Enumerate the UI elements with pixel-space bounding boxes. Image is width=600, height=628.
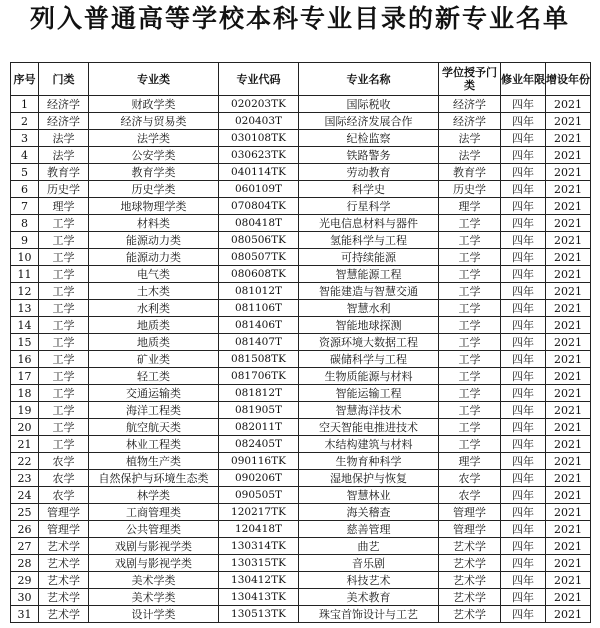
cell-degree: 工学	[439, 419, 501, 436]
table-row	[11, 249, 591, 266]
cell-years: 四年	[501, 266, 546, 283]
cell-year-added: 2021	[546, 334, 591, 351]
cell-code: 120217TK	[219, 504, 299, 521]
page-title: 列入普通高等学校本科专业目录的新专业名单	[29, 4, 570, 33]
cell-major-class: 戏剧与影视学类	[89, 555, 219, 572]
cell-name: 智慧水利	[299, 300, 439, 317]
cell-degree: 经济学	[439, 96, 501, 113]
cell-degree: 工学	[439, 266, 501, 283]
table-row	[11, 266, 591, 283]
cell-seq: 5	[11, 164, 39, 181]
cell-code: 130315TK	[219, 555, 299, 572]
cell-category: 管理学	[39, 521, 89, 538]
table-row	[11, 351, 591, 368]
cell-degree: 工学	[439, 368, 501, 385]
cell-year-added: 2021	[546, 351, 591, 368]
cell-major-class: 海洋工程类	[89, 402, 219, 419]
cell-seq: 16	[11, 351, 39, 368]
cell-major-class: 交通运输类	[89, 385, 219, 402]
cell-seq: 26	[11, 521, 39, 538]
table-row	[11, 113, 591, 130]
cell-years: 四年	[501, 504, 546, 521]
cell-degree: 农学	[439, 487, 501, 504]
cell-seq: 4	[11, 147, 39, 164]
cell-years: 四年	[501, 181, 546, 198]
cell-code: 070804TK	[219, 198, 299, 215]
cell-code: 081106T	[219, 300, 299, 317]
table-row	[11, 181, 591, 198]
cell-year-added: 2021	[546, 300, 591, 317]
cell-category: 农学	[39, 487, 89, 504]
cell-major-class: 美术学类	[89, 572, 219, 589]
cell-category: 工学	[39, 249, 89, 266]
cell-category: 工学	[39, 283, 89, 300]
cell-code: 020403T	[219, 113, 299, 130]
cell-category: 工学	[39, 419, 89, 436]
cell-major-class: 工商管理类	[89, 504, 219, 521]
cell-name: 木结构建筑与材料	[299, 436, 439, 453]
cell-code: 090116TK	[219, 453, 299, 470]
cell-years: 四年	[501, 487, 546, 504]
cell-name: 纪检监察	[299, 130, 439, 147]
cell-major-class: 设计学类	[89, 606, 219, 623]
header-years: 修业年限	[501, 63, 546, 96]
cell-degree: 经济学	[439, 113, 501, 130]
cell-year-added: 2021	[546, 487, 591, 504]
cell-year-added: 2021	[546, 368, 591, 385]
cell-seq: 17	[11, 368, 39, 385]
cell-major-class: 材料类	[89, 215, 219, 232]
cell-code: 130314TK	[219, 538, 299, 555]
cell-years: 四年	[501, 147, 546, 164]
cell-year-added: 2021	[546, 419, 591, 436]
cell-name: 珠宝首饰设计与工艺	[299, 606, 439, 623]
cell-code: 080506TK	[219, 232, 299, 249]
cell-category: 工学	[39, 368, 89, 385]
cell-year-added: 2021	[546, 249, 591, 266]
cell-years: 四年	[501, 521, 546, 538]
table-row	[11, 368, 591, 385]
cell-code: 081406T	[219, 317, 299, 334]
cell-degree: 工学	[439, 283, 501, 300]
table-row	[11, 334, 591, 351]
cell-code: 081812T	[219, 385, 299, 402]
cell-name: 智慧能源工程	[299, 266, 439, 283]
cell-major-class: 戏剧与影视学类	[89, 538, 219, 555]
header-degree: 学位授予门类	[439, 63, 501, 96]
cell-degree: 理学	[439, 198, 501, 215]
cell-code: 080608TK	[219, 266, 299, 283]
cell-major-class: 能源动力类	[89, 249, 219, 266]
cell-seq: 12	[11, 283, 39, 300]
cell-year-added: 2021	[546, 198, 591, 215]
cell-seq: 19	[11, 402, 39, 419]
table-row	[11, 419, 591, 436]
table-row	[11, 436, 591, 453]
table-row	[11, 555, 591, 572]
table-header-row	[11, 63, 591, 96]
header-major-class: 专业类	[89, 63, 219, 96]
cell-seq: 7	[11, 198, 39, 215]
cell-years: 四年	[501, 164, 546, 181]
cell-year-added: 2021	[546, 538, 591, 555]
cell-seq: 14	[11, 317, 39, 334]
cell-years: 四年	[501, 436, 546, 453]
cell-year-added: 2021	[546, 232, 591, 249]
cell-code: 081508TK	[219, 351, 299, 368]
cell-category: 理学	[39, 198, 89, 215]
cell-seq: 6	[11, 181, 39, 198]
cell-year-added: 2021	[546, 266, 591, 283]
cell-major-class: 经济与贸易类	[89, 113, 219, 130]
cell-degree: 工学	[439, 385, 501, 402]
cell-degree: 教育学	[439, 164, 501, 181]
cell-seq: 31	[11, 606, 39, 623]
cell-major-class: 航空航天类	[89, 419, 219, 436]
cell-name: 科技艺术	[299, 572, 439, 589]
cell-years: 四年	[501, 470, 546, 487]
cell-seq: 10	[11, 249, 39, 266]
cell-years: 四年	[501, 113, 546, 130]
cell-code: 030108TK	[219, 130, 299, 147]
cell-year-added: 2021	[546, 317, 591, 334]
cell-degree: 农学	[439, 470, 501, 487]
cell-category: 艺术学	[39, 572, 89, 589]
cell-category: 经济学	[39, 96, 89, 113]
cell-code: 081706TK	[219, 368, 299, 385]
cell-code: 081012T	[219, 283, 299, 300]
table-row	[11, 504, 591, 521]
cell-name: 美术教育	[299, 589, 439, 606]
cell-category: 工学	[39, 215, 89, 232]
cell-name: 国际税收	[299, 96, 439, 113]
cell-seq: 13	[11, 300, 39, 317]
cell-years: 四年	[501, 385, 546, 402]
cell-seq: 11	[11, 266, 39, 283]
cell-years: 四年	[501, 572, 546, 589]
cell-years: 四年	[501, 130, 546, 147]
cell-years: 四年	[501, 198, 546, 215]
table-row	[11, 147, 591, 164]
table-row	[11, 232, 591, 249]
cell-major-class: 土木类	[89, 283, 219, 300]
cell-degree: 法学	[439, 130, 501, 147]
cell-seq: 25	[11, 504, 39, 521]
cell-category: 教育学	[39, 164, 89, 181]
cell-name: 国际经济发展合作	[299, 113, 439, 130]
cell-code: 090206T	[219, 470, 299, 487]
cell-year-added: 2021	[546, 470, 591, 487]
cell-code: 120418T	[219, 521, 299, 538]
cell-seq: 9	[11, 232, 39, 249]
cell-major-class: 美术学类	[89, 589, 219, 606]
cell-seq: 23	[11, 470, 39, 487]
cell-years: 四年	[501, 419, 546, 436]
cell-category: 法学	[39, 147, 89, 164]
cell-major-class: 地质类	[89, 317, 219, 334]
cell-major-class: 历史学类	[89, 181, 219, 198]
table-row	[11, 453, 591, 470]
table-row	[11, 215, 591, 232]
cell-degree: 理学	[439, 453, 501, 470]
header-name: 专业名称	[299, 63, 439, 96]
cell-years: 四年	[501, 283, 546, 300]
table-row	[11, 606, 591, 623]
cell-year-added: 2021	[546, 164, 591, 181]
cell-years: 四年	[501, 368, 546, 385]
cell-code: 081407T	[219, 334, 299, 351]
cell-category: 农学	[39, 470, 89, 487]
header-year-added: 增设年份	[546, 63, 591, 96]
cell-major-class: 林学类	[89, 487, 219, 504]
cell-name: 空天智能电推进技术	[299, 419, 439, 436]
cell-seq: 28	[11, 555, 39, 572]
cell-name: 生物质能源与材料	[299, 368, 439, 385]
cell-seq: 18	[11, 385, 39, 402]
cell-major-class: 财政学类	[89, 96, 219, 113]
header-code: 专业代码	[219, 63, 299, 96]
cell-degree: 历史学	[439, 181, 501, 198]
cell-name: 光电信息材料与器件	[299, 215, 439, 232]
cell-major-class: 教育学类	[89, 164, 219, 181]
cell-seq: 8	[11, 215, 39, 232]
table-row	[11, 572, 591, 589]
cell-name: 行星科学	[299, 198, 439, 215]
cell-category: 艺术学	[39, 538, 89, 555]
cell-years: 四年	[501, 555, 546, 572]
cell-years: 四年	[501, 351, 546, 368]
cell-major-class: 植物生产类	[89, 453, 219, 470]
table-row	[11, 130, 591, 147]
cell-major-class: 地球物理学类	[89, 198, 219, 215]
cell-seq: 20	[11, 419, 39, 436]
cell-year-added: 2021	[546, 504, 591, 521]
cell-degree: 管理学	[439, 504, 501, 521]
cell-code: 081905T	[219, 402, 299, 419]
cell-seq: 24	[11, 487, 39, 504]
cell-code: 130412TK	[219, 572, 299, 589]
cell-degree: 管理学	[439, 521, 501, 538]
cell-code: 130413TK	[219, 589, 299, 606]
cell-category: 艺术学	[39, 589, 89, 606]
cell-category: 工学	[39, 317, 89, 334]
cell-major-class: 矿业类	[89, 351, 219, 368]
cell-year-added: 2021	[546, 402, 591, 419]
cell-name: 可持续能源	[299, 249, 439, 266]
table-row	[11, 521, 591, 538]
cell-seq: 29	[11, 572, 39, 589]
cell-major-class: 轻工类	[89, 368, 219, 385]
header-seq: 序号	[11, 63, 39, 96]
cell-degree: 艺术学	[439, 572, 501, 589]
cell-years: 四年	[501, 232, 546, 249]
cell-year-added: 2021	[546, 589, 591, 606]
table-row	[11, 402, 591, 419]
cell-year-added: 2021	[546, 283, 591, 300]
cell-code: 060109T	[219, 181, 299, 198]
cell-years: 四年	[501, 215, 546, 232]
cell-years: 四年	[501, 453, 546, 470]
cell-year-added: 2021	[546, 606, 591, 623]
cell-category: 工学	[39, 334, 89, 351]
cell-year-added: 2021	[546, 130, 591, 147]
cell-name: 生物育种科学	[299, 453, 439, 470]
cell-name: 慈善管理	[299, 521, 439, 538]
table-row	[11, 164, 591, 181]
cell-major-class: 公安学类	[89, 147, 219, 164]
cell-year-added: 2021	[546, 385, 591, 402]
cell-degree: 工学	[439, 232, 501, 249]
cell-year-added: 2021	[546, 215, 591, 232]
cell-seq: 30	[11, 589, 39, 606]
cell-category: 工学	[39, 351, 89, 368]
cell-name: 碳储科学与工程	[299, 351, 439, 368]
cell-degree: 工学	[439, 300, 501, 317]
cell-category: 艺术学	[39, 555, 89, 572]
cell-code: 082405T	[219, 436, 299, 453]
cell-name: 智能运输工程	[299, 385, 439, 402]
cell-code: 080507TK	[219, 249, 299, 266]
cell-name: 科学史	[299, 181, 439, 198]
major-catalog-table	[10, 62, 591, 623]
cell-years: 四年	[501, 538, 546, 555]
cell-degree: 工学	[439, 317, 501, 334]
cell-degree: 工学	[439, 334, 501, 351]
cell-years: 四年	[501, 317, 546, 334]
cell-name: 湿地保护与恢复	[299, 470, 439, 487]
cell-seq: 3	[11, 130, 39, 147]
cell-name: 氢能科学与工程	[299, 232, 439, 249]
table-row	[11, 283, 591, 300]
table-row	[11, 487, 591, 504]
cell-major-class: 自然保护与环境生态类	[89, 470, 219, 487]
cell-degree: 艺术学	[439, 555, 501, 572]
cell-year-added: 2021	[546, 555, 591, 572]
table-row	[11, 470, 591, 487]
cell-category: 经济学	[39, 113, 89, 130]
cell-seq: 2	[11, 113, 39, 130]
table-row	[11, 96, 591, 113]
cell-name: 海关稽查	[299, 504, 439, 521]
cell-category: 艺术学	[39, 606, 89, 623]
cell-degree: 工学	[439, 249, 501, 266]
cell-year-added: 2021	[546, 181, 591, 198]
cell-name: 智能地球探测	[299, 317, 439, 334]
cell-code: 130513TK	[219, 606, 299, 623]
cell-year-added: 2021	[546, 453, 591, 470]
cell-name: 劳动教育	[299, 164, 439, 181]
cell-degree: 艺术学	[439, 606, 501, 623]
cell-degree: 工学	[439, 436, 501, 453]
cell-category: 农学	[39, 453, 89, 470]
cell-name: 资源环境大数据工程	[299, 334, 439, 351]
cell-category: 工学	[39, 436, 89, 453]
cell-major-class: 林业工程类	[89, 436, 219, 453]
cell-seq: 22	[11, 453, 39, 470]
table-row	[11, 317, 591, 334]
table-row	[11, 300, 591, 317]
cell-year-added: 2021	[546, 436, 591, 453]
cell-code: 080418T	[219, 215, 299, 232]
cell-name: 曲艺	[299, 538, 439, 555]
cell-degree: 工学	[439, 402, 501, 419]
cell-name: 智慧海洋技术	[299, 402, 439, 419]
cell-year-added: 2021	[546, 147, 591, 164]
cell-years: 四年	[501, 96, 546, 113]
table-row	[11, 538, 591, 555]
cell-major-class: 公共管理类	[89, 521, 219, 538]
cell-code: 090505T	[219, 487, 299, 504]
cell-year-added: 2021	[546, 96, 591, 113]
cell-years: 四年	[501, 249, 546, 266]
cell-degree: 工学	[439, 215, 501, 232]
cell-years: 四年	[501, 606, 546, 623]
cell-name: 智能建造与智慧交通	[299, 283, 439, 300]
cell-code: 082011T	[219, 419, 299, 436]
cell-degree: 法学	[439, 147, 501, 164]
cell-name: 铁路警务	[299, 147, 439, 164]
cell-category: 管理学	[39, 504, 89, 521]
cell-years: 四年	[501, 402, 546, 419]
cell-seq: 27	[11, 538, 39, 555]
cell-category: 工学	[39, 232, 89, 249]
cell-years: 四年	[501, 334, 546, 351]
cell-code: 030623TK	[219, 147, 299, 164]
cell-category: 工学	[39, 402, 89, 419]
cell-year-added: 2021	[546, 521, 591, 538]
cell-seq: 15	[11, 334, 39, 351]
cell-major-class: 电气类	[89, 266, 219, 283]
cell-year-added: 2021	[546, 572, 591, 589]
cell-major-class: 法学类	[89, 130, 219, 147]
cell-category: 工学	[39, 385, 89, 402]
cell-category: 历史学	[39, 181, 89, 198]
cell-code: 020203TK	[219, 96, 299, 113]
table-row	[11, 198, 591, 215]
cell-name: 智慧林业	[299, 487, 439, 504]
header-category: 门类	[39, 63, 89, 96]
table-row	[11, 589, 591, 606]
cell-years: 四年	[501, 300, 546, 317]
cell-name: 音乐剧	[299, 555, 439, 572]
cell-year-added: 2021	[546, 113, 591, 130]
cell-category: 工学	[39, 266, 89, 283]
cell-degree: 艺术学	[439, 589, 501, 606]
cell-major-class: 能源动力类	[89, 232, 219, 249]
cell-category: 法学	[39, 130, 89, 147]
cell-years: 四年	[501, 589, 546, 606]
cell-degree: 艺术学	[439, 538, 501, 555]
cell-code: 040114TK	[219, 164, 299, 181]
cell-seq: 21	[11, 436, 39, 453]
cell-degree: 工学	[439, 351, 501, 368]
cell-major-class: 地质类	[89, 334, 219, 351]
table-row	[11, 385, 591, 402]
cell-seq: 1	[11, 96, 39, 113]
cell-major-class: 水利类	[89, 300, 219, 317]
cell-category: 工学	[39, 300, 89, 317]
